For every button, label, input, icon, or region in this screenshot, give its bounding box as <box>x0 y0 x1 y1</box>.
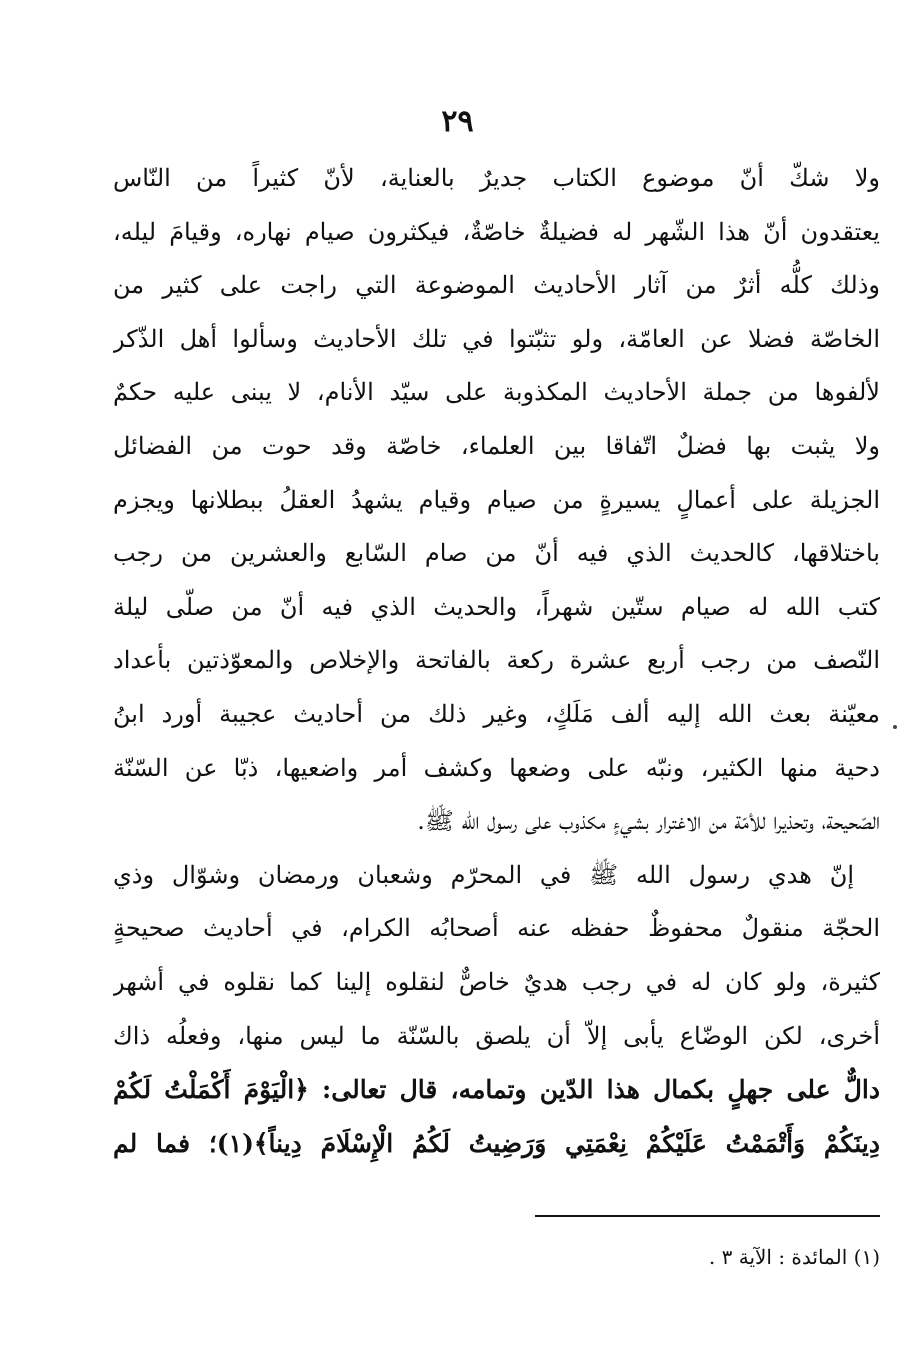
text-line: باختلاقها، كالحديث الذي فيه أنّ من صام السّابع والعشرين من رجب <box>113 539 880 568</box>
footnote: (١) المائدة : الآية ٣ . <box>708 1245 880 1269</box>
text-line: أخرى، لكن الوضّاع يأبى إلاّ أن يلصق بالسّنّة ما ليس منها، وفعلُه ذاك <box>113 1021 880 1050</box>
text-line: لألفوها من جملة الأحاديث المكذوبة على سيّد الأنام، لا يبنى عليه حكمٌ <box>113 378 880 407</box>
text-line: الحجّة منقولٌ محفوظٌ حفظه عنه أصحابُه الكرام، في أحاديث صحيحةٍ <box>113 914 880 943</box>
text-line: ولا شكّ أنّ موضوع الكتاب جديرٌ بالعناية، لأنّ كثيراً من النّاس <box>113 164 880 192</box>
text-line: وذلك كلُّه أثرٌ من آثار الأحاديث الموضوعة التي راجت على كثير من <box>113 271 880 300</box>
text-line: دحية منها الكثير، ونبّه على وضعها وكشف أمر واضعيها، ذبّا عن السّنّة <box>113 753 880 782</box>
footnote-separator <box>535 1215 880 1217</box>
text-line: دالٌّ على جهلٍ بكمال هذا الدّين وتمامه، قال تعالى: ﴿الْيَوْمَ أَكْمَلْتُ لَكُمْ <box>113 1075 880 1105</box>
text-line: النّصف من رجب أربع عشرة ركعة بالفاتحة والإخلاص والمعوّذتين بأعداد <box>113 646 880 675</box>
page-number: ٢٩ <box>441 104 474 139</box>
body-text <box>113 152 880 1170</box>
text-line: ولا يثبت بها فضلٌ اتّفاقا بين العلماء، خاصّة وقد حوت من الفضائل <box>113 431 880 460</box>
text-line: إنّ هدي رسول الله ﷺ في المحرّم وشعبان ورمضان وشوّال وذي <box>113 860 854 889</box>
text-line: الخاصّة فضلا عن العامّة، ولو تثبّتوا في تلك الأحاديث وسألوا أهل الذّكر <box>113 324 880 353</box>
text-line: كثيرة، ولو كان له في رجب هديٌ خاصٌّ لنقلوه إلينا كما نقلوه في أشهر <box>113 967 880 996</box>
text-line: دِينَكُمْ وَأَتْمَمْتُ عَلَيْكُمْ نِعْمَتِي وَرَضِيتُ لَكُمُ الْإِسْلَامَ دِيناً﴾(١)؛ فما لم <box>113 1128 880 1158</box>
margin-mark <box>893 725 897 729</box>
text-line: الجزيلة على أعمالٍ يسيرةٍ من صيام وقيام يشهدُ العقلُ ببطلانها ويجزم <box>113 485 880 514</box>
text-line: كتب الله له صيام ستّين شهراً، والحديث الذي فيه أنّ من صلّى ليلة <box>113 592 880 621</box>
text-line: الصّحيحة، وتحذيرا للأمّة من الاغترار بشيءٍ مكذوب على رسول الله ﷺ. <box>417 807 880 836</box>
text-line: معيّنة بعث الله إليه ألف مَلَكٍ، وغير ذلك من أحاديث عجيبة أورد ابنُ <box>113 699 880 728</box>
text-line: يعتقدون أنّ هذا الشّهر له فضيلةٌ خاصّةٌ، فيكثرون صيام نهاره، وقيامَ ليله، <box>113 217 880 246</box>
